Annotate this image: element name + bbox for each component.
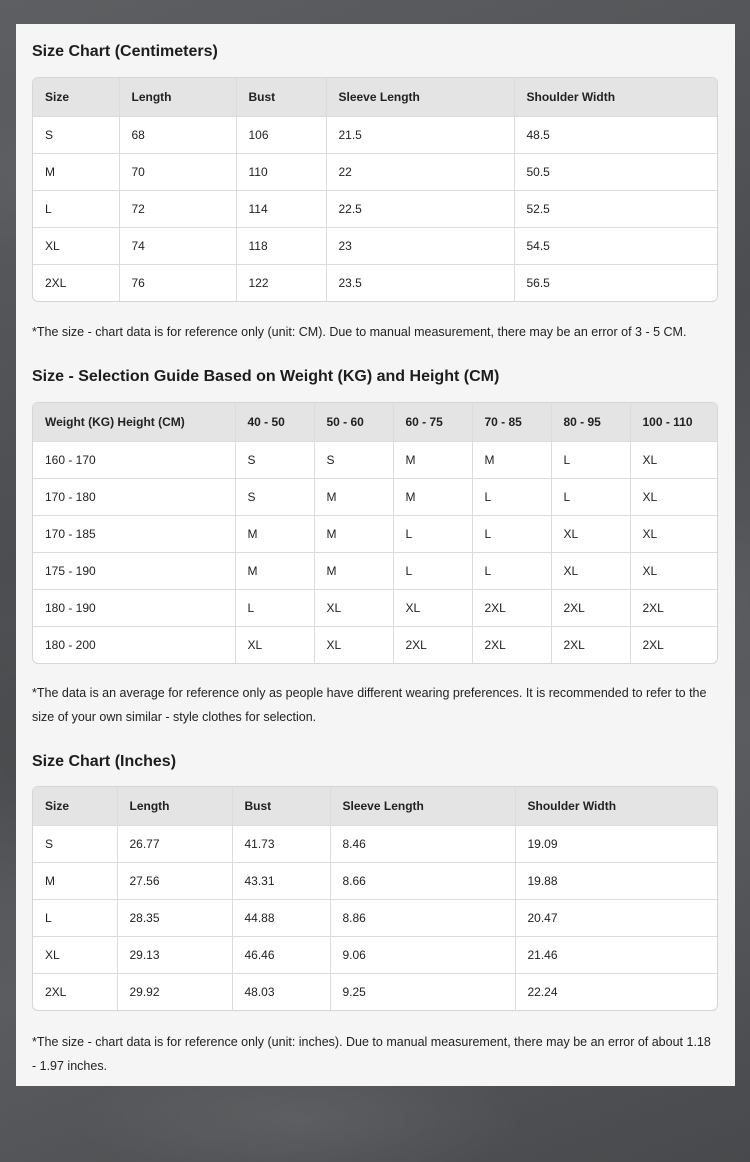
- cell: M: [314, 515, 393, 552]
- cell: 43.31: [232, 862, 330, 899]
- cell: XL: [393, 589, 472, 626]
- table-header-row: [33, 403, 718, 441]
- cell: L: [33, 190, 119, 227]
- cell: 106: [236, 116, 326, 153]
- cell: 21.46: [515, 936, 718, 973]
- cell: XL: [551, 552, 630, 589]
- header-size: Size: [33, 78, 119, 116]
- cell: M: [314, 478, 393, 515]
- cell: 9.25: [330, 973, 515, 1010]
- guide-title: Size - Selection Guide Based on Weight (KG) and Height (CM): [32, 368, 500, 385]
- cell: 9.06: [330, 936, 515, 973]
- header-length: Length: [117, 787, 232, 825]
- cell: M: [33, 153, 119, 190]
- cell: 8.86: [330, 899, 515, 936]
- cm-chart-title: Size Chart (Centimeters): [32, 43, 218, 60]
- cell: S: [235, 441, 314, 478]
- header-weight-range: 50 - 60: [314, 403, 393, 441]
- guide-note: *The data is an average for reference only as people have different wearing preferences. It is recommended to refer to the size of your own similar - style clothes for selection.: [32, 686, 707, 724]
- cell: 8.66: [330, 862, 515, 899]
- cell: M: [393, 478, 472, 515]
- cell: XL: [630, 515, 718, 552]
- header-sleeve-length: Sleeve Length: [326, 78, 514, 116]
- table-row: [33, 862, 718, 899]
- cell: 26.77: [117, 825, 232, 862]
- cell: L: [551, 478, 630, 515]
- cell: 56.5: [526, 275, 550, 290]
- size-chart-panel: [16, 24, 735, 1086]
- cell: 23: [326, 227, 514, 264]
- cell: XL: [33, 936, 117, 973]
- cell: 160 - 170: [33, 441, 235, 478]
- table-row: [33, 626, 718, 663]
- cell: XL: [630, 441, 718, 478]
- table-header-row: [33, 78, 718, 116]
- cell: 41.73: [232, 825, 330, 862]
- table-row: [33, 153, 718, 190]
- header-size: Size: [33, 787, 117, 825]
- table-row: [33, 825, 718, 862]
- header-shoulder-width: Shoulder Width: [515, 787, 718, 825]
- cell: M: [314, 552, 393, 589]
- cell: M: [472, 441, 551, 478]
- cell: 118: [236, 227, 326, 264]
- cell: 122: [236, 264, 326, 301]
- cell: 48.03: [232, 973, 330, 1010]
- cell: 68: [119, 116, 236, 153]
- table-row: [33, 899, 718, 936]
- cell: 46.46: [232, 936, 330, 973]
- cell: 2XL: [551, 626, 630, 663]
- table-row: [33, 589, 718, 626]
- cell: 44.88: [232, 899, 330, 936]
- cell: 19.09: [515, 825, 718, 862]
- table-row: [33, 190, 718, 227]
- cell: 180 - 200: [33, 626, 235, 663]
- cell: 54.5: [514, 227, 718, 264]
- cm-chart-note: *The size - chart data is for reference only (unit: CM). Due to manual measurement, there may be an error of 3 - 5 CM.: [32, 325, 687, 339]
- header-weight-range: 60 - 75: [393, 403, 472, 441]
- cell: 72: [119, 190, 236, 227]
- table-row: [33, 973, 718, 1010]
- cell: 2XL: [630, 589, 718, 626]
- inch-chart-title: Size Chart (Inches): [32, 753, 177, 770]
- cell: 19.88: [515, 862, 718, 899]
- cell: M: [235, 515, 314, 552]
- table-row: [33, 478, 718, 515]
- table-row: [33, 264, 718, 301]
- cell: 110: [236, 153, 326, 190]
- cell: XL: [630, 552, 718, 589]
- header-bust: Bust: [236, 78, 326, 116]
- cm-size-table: [32, 77, 718, 302]
- cell: 29.13: [117, 936, 232, 973]
- cell: L: [472, 552, 551, 589]
- header-bust: Bust: [232, 787, 330, 825]
- cell: 170 - 185: [33, 515, 235, 552]
- cell: S: [33, 825, 117, 862]
- header-weight-height: Weight (KG) Height (CM): [33, 403, 235, 441]
- cell: S: [314, 441, 393, 478]
- cell: L: [551, 441, 630, 478]
- cell: 76: [119, 264, 236, 301]
- cell: 2XL: [393, 626, 472, 663]
- header-weight-range: 80 - 95: [551, 403, 630, 441]
- cell: L: [472, 478, 551, 515]
- cell: 48.5: [514, 116, 718, 153]
- header-shoulder-width: Shoulder Width: [514, 78, 718, 116]
- cell: XL: [33, 227, 119, 264]
- cell: L: [33, 899, 117, 936]
- cell: 22.24: [527, 984, 558, 999]
- inch-chart-note: *The size - chart data is for reference only (unit: inches). Due to manual measurement, there may be an error of about 1.18 - 1.97 inches.: [32, 1035, 711, 1073]
- cell: L: [393, 515, 472, 552]
- cell: 74: [119, 227, 236, 264]
- cell: 2XL: [472, 589, 551, 626]
- cell: XL: [314, 626, 393, 663]
- cell: 22: [326, 153, 514, 190]
- cell: XL: [551, 515, 630, 552]
- cell: XL: [314, 589, 393, 626]
- table-row: [33, 936, 718, 973]
- cell: 22.5: [326, 190, 514, 227]
- cell: 27.56: [117, 862, 232, 899]
- cell: 52.5: [514, 190, 718, 227]
- cell: 29.92: [117, 973, 232, 1010]
- cell: L: [472, 515, 551, 552]
- cell: 170 - 180: [33, 478, 235, 515]
- inch-size-table: [32, 786, 718, 1011]
- header-weight-range: 70 - 85: [472, 403, 551, 441]
- cell: 175 - 190: [33, 552, 235, 589]
- cell: 8.46: [330, 825, 515, 862]
- cell: M: [33, 862, 117, 899]
- cell: S: [33, 116, 119, 153]
- cell: 2XL: [33, 973, 117, 1010]
- cell: 2XL: [642, 637, 664, 652]
- cell: 70: [119, 153, 236, 190]
- cell: M: [235, 552, 314, 589]
- cell: 20.47: [515, 899, 718, 936]
- cell: M: [393, 441, 472, 478]
- header-weight-range: 100 - 110: [630, 403, 718, 441]
- header-sleeve-length: Sleeve Length: [330, 787, 515, 825]
- cell: XL: [235, 626, 314, 663]
- table-row: [33, 441, 718, 478]
- cell: XL: [630, 478, 718, 515]
- table-row: [33, 227, 718, 264]
- table-header-row: [33, 787, 718, 825]
- cell: 2XL: [551, 589, 630, 626]
- cell: 114: [236, 190, 326, 227]
- table-row: [33, 552, 718, 589]
- size-guide-table: [32, 402, 718, 664]
- table-row: [33, 515, 718, 552]
- cell: L: [393, 552, 472, 589]
- header-length: Length: [119, 78, 236, 116]
- cell: 2XL: [472, 626, 551, 663]
- cell: L: [235, 589, 314, 626]
- cell: 180 - 190: [33, 589, 235, 626]
- cell: 2XL: [33, 264, 119, 301]
- cell: 23.5: [326, 264, 514, 301]
- cell: S: [235, 478, 314, 515]
- cell: 50.5: [514, 153, 718, 190]
- header-weight-range: 40 - 50: [235, 403, 314, 441]
- cell: 21.5: [326, 116, 514, 153]
- table-row: [33, 116, 718, 153]
- cell: 28.35: [117, 899, 232, 936]
